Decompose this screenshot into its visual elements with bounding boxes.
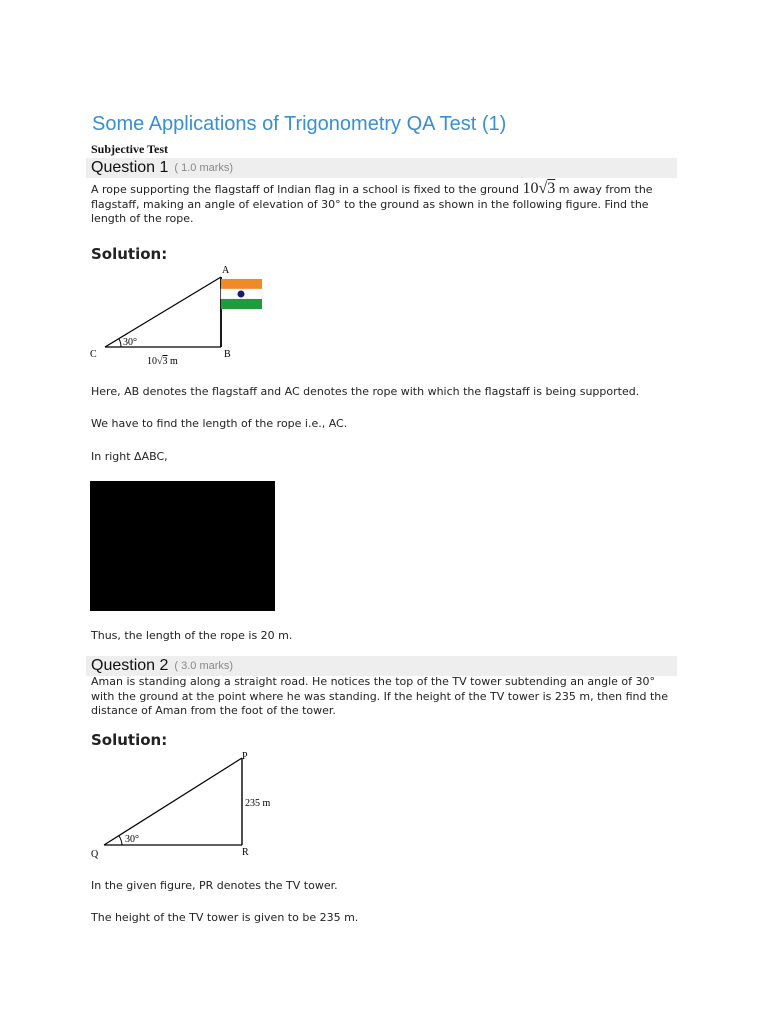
vertex-p-label: P [242,751,248,762]
flag-chakra [238,291,245,298]
page-title: Some Applications of Trigonometry QA Test (1) [92,113,507,135]
vertex-a-label: A [222,265,230,276]
question-2-label: Question 2 [91,657,169,674]
test-type-label: Subjective Test [91,142,169,156]
question-1-label: Question 1 [91,159,169,176]
question-1-marks: ( 1.0 marks) [174,162,234,174]
distance-radicand: 3 [547,180,556,197]
question-2-marks: ( 3.0 marks) [174,660,234,672]
solution-1-paragraph-1: Here, AB denotes the flagstaff and AC denotes the rope with which the flagstaff is being supported. [91,385,640,398]
equation-image-dark [90,481,275,611]
base-coef: 10 [147,356,157,367]
question-1-solution-heading: Solution: [91,245,168,263]
tower-height-label: 235 m [245,798,271,809]
question-2-header [86,656,677,676]
solution-1-paragraph-3: In right ΔABC, [91,450,168,463]
question-2-text: Aman is standing along a straight road. He notices the top of the TV tower subtending an angle of 30° with the ground at the point where he was standing. If the height of the TV tower is 235 m, then find the distance of Aman from the foot of the tower. [91,675,669,717]
angle-arc [119,339,121,347]
question-1-text [91,182,681,227]
question-2-solution-heading: Solution: [91,731,168,749]
vertex-b-label: B [224,349,231,360]
solution-1-paragraph-2: We have to find the length of the rope i.e., AC. [91,417,348,430]
solution-2-paragraph-1: In the given figure, PR denotes the TV tower. [91,879,338,892]
vertex-r-label: R [242,847,249,858]
base-length-label: 10√3 m [147,356,178,367]
question-1-text-after: m away from the flagstaff, making an angle of elevation of 30° to the ground as shown in the following figure. Find the length of the rope. [91,183,653,225]
question-1-text-before: A rope supporting the flagstaff of Indian flag in a school is fixed to the ground [91,183,523,196]
base-unit: m [167,356,178,367]
distance-coefficient: 10 [522,180,539,197]
solution-2-paragraph-2: The height of the TV tower is given to be 235 m. [91,911,359,924]
flag-green-band [221,299,262,309]
base-rad: 3 [162,356,168,367]
tv-tower-triangle-figure [85,748,285,863]
angle-label: 30° [125,834,139,845]
flagstaff-triangle-figure [85,260,275,370]
vertex-q-label: Q [91,849,99,860]
solution-1-conclusion: Thus, the length of the rope is 20 m. [91,629,293,642]
question-1-header [86,158,677,178]
vertex-c-label: C [90,349,97,360]
angle-arc [119,836,122,845]
line-of-sight-qp [104,758,242,845]
flag-saffron-band [221,279,262,289]
question-1-distance-expr: 10√3 [522,180,556,197]
angle-label: 30° [123,337,137,348]
